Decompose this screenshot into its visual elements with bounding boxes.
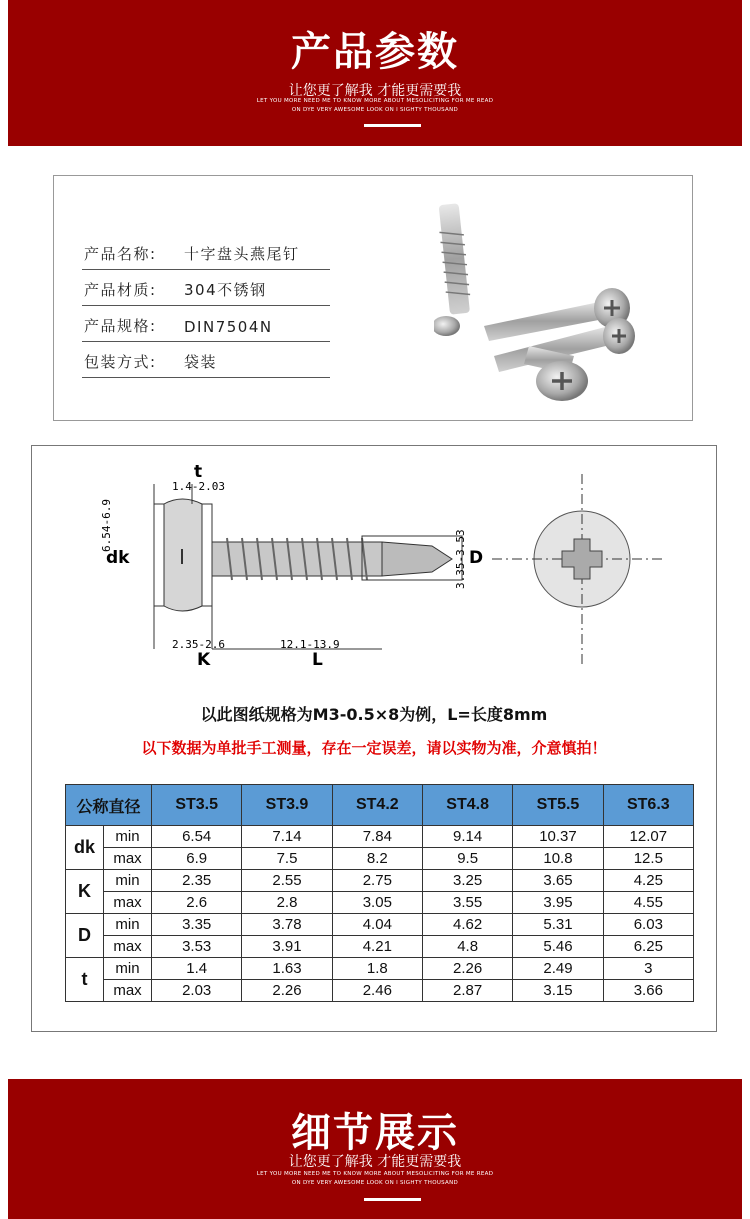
diagram-l-label: L	[312, 650, 323, 670]
cell: 4.62	[422, 914, 512, 936]
banner-subtitle: 让您更了解我 才能更需要我	[288, 83, 462, 99]
cell: 5.31	[513, 914, 603, 936]
diagram-dk-range: 6.54-6.9	[100, 499, 113, 552]
cell: 3.66	[603, 980, 693, 1002]
cell: 2.46	[332, 980, 422, 1002]
cell: 3.15	[513, 980, 603, 1002]
cell: 6.03	[603, 914, 693, 936]
cell: 3.91	[242, 936, 332, 958]
banner-underline	[364, 1198, 421, 1201]
cell: 4.25	[603, 870, 693, 892]
cell: 10.8	[513, 848, 603, 870]
cell: 10.37	[513, 826, 603, 848]
cell: 3	[603, 958, 693, 980]
diagram-k-range: 2.35-2.6	[172, 638, 225, 651]
cell: 6.54	[152, 826, 242, 848]
cell: 3.65	[513, 870, 603, 892]
sub-label: max	[104, 980, 152, 1002]
cell: 7.5	[242, 848, 332, 870]
cell: 1.4	[152, 958, 242, 980]
group-label: dk	[66, 826, 104, 870]
info-row-name: 产品名称: 十字盘头燕尾钉	[82, 240, 330, 270]
banner-subtitle: 让您更了解我 才能更需要我	[288, 1154, 462, 1170]
cell: 7.14	[242, 826, 332, 848]
cell: 6.25	[603, 936, 693, 958]
cell: 12.5	[603, 848, 693, 870]
cell: 3.95	[513, 892, 603, 914]
footer-banner	[8, 1079, 742, 1219]
cell: 3.53	[152, 936, 242, 958]
table-row	[66, 958, 694, 980]
sub-label: min	[104, 870, 152, 892]
table-row	[66, 936, 694, 958]
info-row-spec: 产品规格: DIN7504N	[82, 312, 330, 342]
col-header: ST3.9	[242, 785, 332, 826]
cell: 9.14	[422, 826, 512, 848]
cell: 1.8	[332, 958, 422, 980]
example-note: 以此图纸规格为M3-0.5×8为例，L=长度8mm	[200, 705, 548, 724]
cell: 3.35	[152, 914, 242, 936]
table-row	[66, 914, 694, 936]
cell: 8.2	[332, 848, 422, 870]
spec-table	[65, 784, 694, 1002]
info-row-material: 产品材质: 304不锈钢	[82, 276, 330, 306]
banner-underline	[364, 124, 421, 127]
diagram-d-range: 3.35-3.53	[454, 529, 467, 589]
sub-label: min	[104, 914, 152, 936]
diagram-l-range: 12.1-13.9	[280, 638, 340, 651]
cell: 4.55	[603, 892, 693, 914]
col-header: ST6.3	[603, 785, 693, 826]
col-header: ST4.2	[332, 785, 422, 826]
table-row	[66, 980, 694, 1002]
warning-note: 以下数据为单批手工测量，存在一定误差，请以实物为准，介意慎拍！	[141, 739, 607, 757]
header-banner	[8, 0, 742, 146]
cell: 2.03	[152, 980, 242, 1002]
section-title: 细节展示	[291, 1110, 459, 1156]
col-header: ST3.5	[152, 785, 242, 826]
cell: 2.8	[242, 892, 332, 914]
cell: 4.8	[422, 936, 512, 958]
page-title: 产品参数	[291, 29, 459, 75]
corner-header: 公称直径	[66, 785, 152, 826]
cell: 1.63	[242, 958, 332, 980]
cell: 4.04	[332, 914, 422, 936]
group-label: D	[66, 914, 104, 958]
cell: 4.21	[332, 936, 422, 958]
sub-label: max	[104, 848, 152, 870]
col-header: ST5.5	[513, 785, 603, 826]
diagram-d-label: D	[469, 548, 484, 568]
table-row	[66, 870, 694, 892]
table-row	[66, 892, 694, 914]
cell: 2.55	[242, 870, 332, 892]
cell: 2.87	[422, 980, 512, 1002]
col-header: ST4.8	[422, 785, 512, 826]
diagram-t-range: 1.4-2.03	[172, 480, 225, 493]
cell: 2.6	[152, 892, 242, 914]
sub-label: max	[104, 892, 152, 914]
cell: 9.5	[422, 848, 512, 870]
diagram-t-label: t	[194, 462, 203, 482]
diagram-k-label: K	[197, 650, 211, 670]
cell: 3.25	[422, 870, 512, 892]
info-row-packaging: 包装方式: 袋装	[82, 348, 330, 378]
cell: 6.9	[152, 848, 242, 870]
cell: 3.78	[242, 914, 332, 936]
sub-label: min	[104, 958, 152, 980]
cell: 3.55	[422, 892, 512, 914]
cell: 2.75	[332, 870, 422, 892]
banner-english-text: LET YOU MORE NEED ME TO KNOW MORE ABOUT MESOLICITING FOR ME READ ON DYE VERY AWESOME LOOK ON I SIGHTY THOUSAND	[256, 98, 494, 113]
cell: 2.26	[422, 958, 512, 980]
diagram-dk-label: dk	[106, 548, 130, 568]
spec-table-header	[66, 785, 694, 826]
sub-label: max	[104, 936, 152, 958]
spec-box	[31, 445, 717, 1032]
cell: 2.49	[513, 958, 603, 980]
cell: 5.46	[513, 936, 603, 958]
group-label: t	[66, 958, 104, 1002]
table-row	[66, 826, 694, 848]
cell: 2.35	[152, 870, 242, 892]
table-row	[66, 848, 694, 870]
banner-english-text: LET YOU MORE NEED ME TO KNOW MORE ABOUT MESOLICITING FOR ME READ ON DYE VERY AWESOME LOOK ON I SIGHTY THOUSAND	[256, 1171, 494, 1186]
cell: 3.05	[332, 892, 422, 914]
screws-photo	[434, 196, 684, 406]
sub-label: min	[104, 826, 152, 848]
product-info-box	[53, 175, 693, 421]
cell: 12.07	[603, 826, 693, 848]
screw-front	[524, 346, 588, 401]
screw-vertical	[434, 203, 470, 336]
cell: 2.26	[242, 980, 332, 1002]
cell: 7.84	[332, 826, 422, 848]
group-label: K	[66, 870, 104, 914]
